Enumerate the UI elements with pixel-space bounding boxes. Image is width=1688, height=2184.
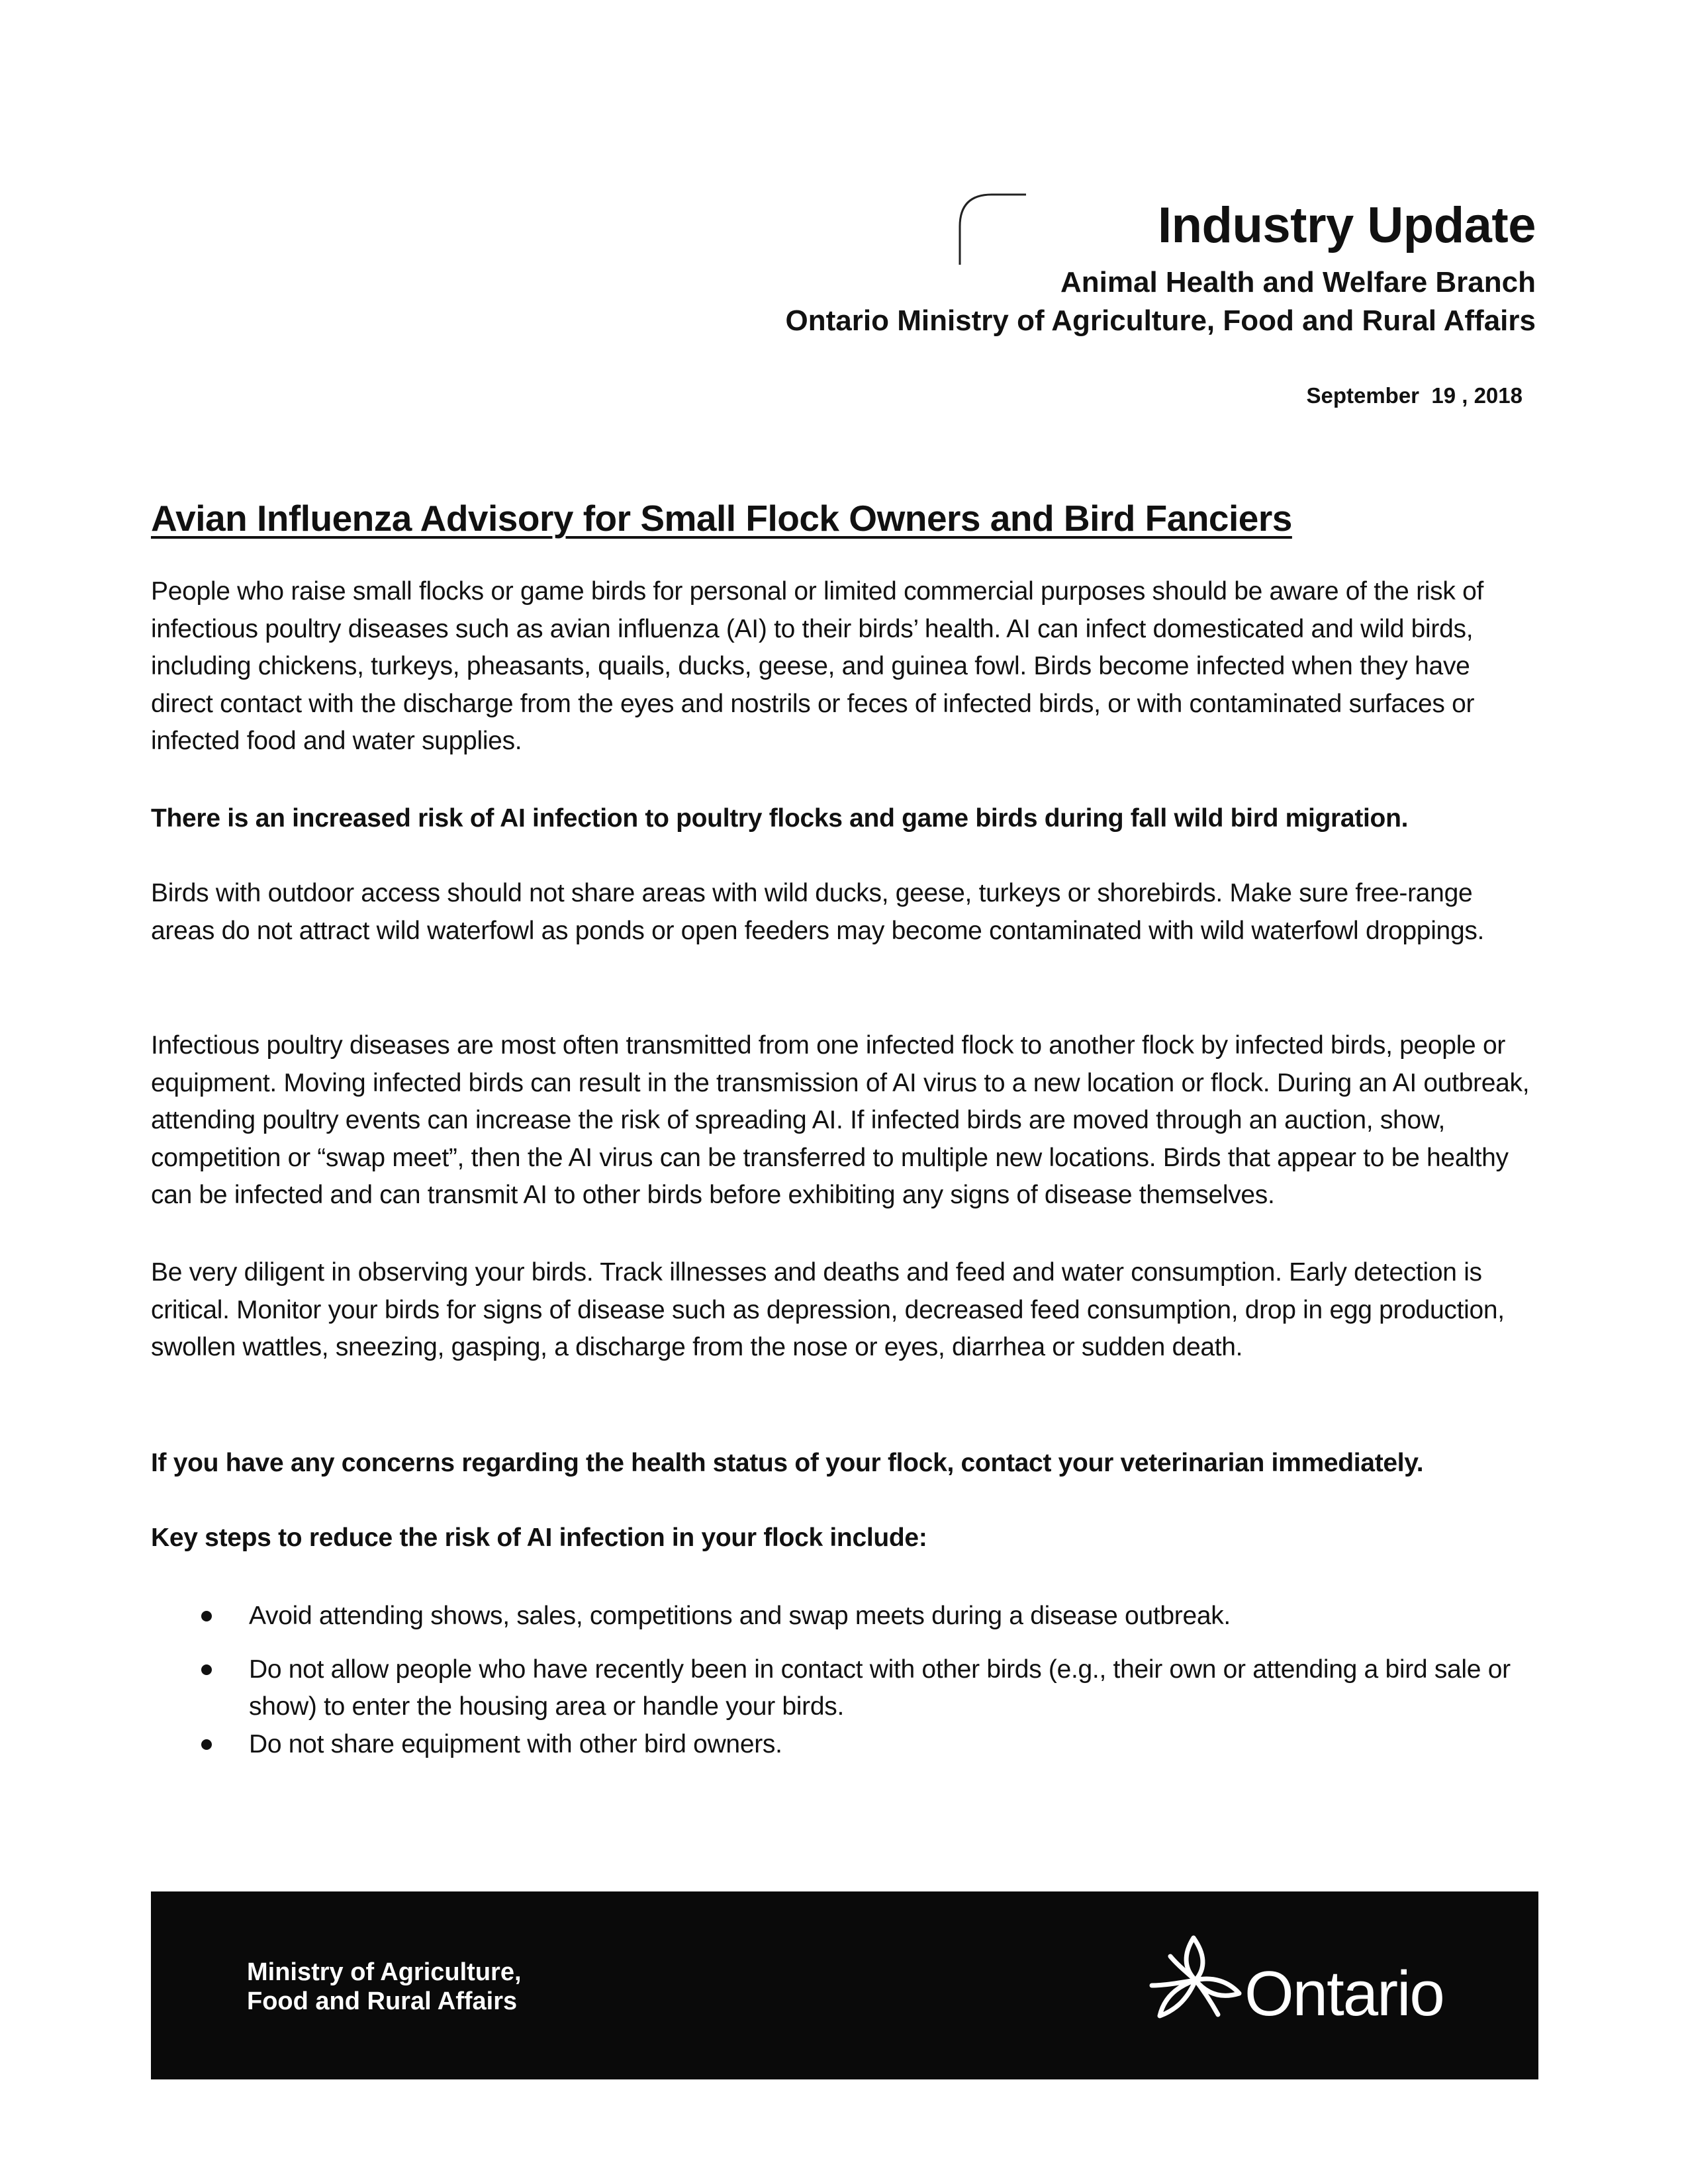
paragraph-contact-vet: If you have any concerns regarding the health status of your flock, contact your veterinarian immediately. bbox=[151, 1449, 1424, 1477]
trillium-logo-icon bbox=[1144, 1930, 1243, 2029]
document-title: Avian Influenza Advisory for Small Flock Owners and Bird Fanciers bbox=[151, 498, 1292, 539]
footer-ontario-wordmark: Ontario bbox=[1244, 1958, 1444, 2029]
list-item-text: Avoid attending shows, sales, competitions and swap meets during a disease outbreak. bbox=[249, 1602, 1231, 1630]
header-title: Industry Update bbox=[1158, 197, 1536, 253]
bullet-icon bbox=[201, 1739, 212, 1750]
paragraph-intro: People who raise small flocks or game birds for personal or limited commercial purposes should be aware of the risk of infectious poultry diseases such as avian influenza (AI) to their birds’ health. AI can infect domesticated and wild birds, including chickens, turkeys, pheasants, quails, ducks, geese, and guinea fowl. Birds become infected when they have direct contact with the discharge from the eyes and nostrils or feces of infected birds, or with contaminated surfaces or infected food and water supplies. bbox=[151, 577, 1484, 755]
ontario-logo bbox=[1144, 1930, 1462, 2042]
footer-ministry-line-1: Ministry of Agriculture, bbox=[247, 1958, 522, 1986]
paragraph-transmission: Infectious poultry diseases are most often transmitted from one infected flock to another flock by infected birds, people or equipment. Moving infected birds can result in the transmission of AI virus to a new location or flock. During an AI outbreak, attending poultry events can increase the risk of spreading AI. If infected birds are moved through an auction, show, competition or “swap meet”, then the AI virus can be transferred to multiple new locations. Birds that appear to be healthy can be infected and can transmit AI to other birds before exhibiting any signs of disease themselves. bbox=[151, 1031, 1530, 1209]
list-item-text: Do not share equipment with other bird owners. bbox=[249, 1729, 782, 1758]
list-item bbox=[151, 1598, 1538, 1635]
list-item bbox=[151, 1651, 1538, 1726]
paragraph-migration-risk: There is an increased risk of AI infection to poultry flocks and game birds during fall wild bird migration. bbox=[151, 804, 1409, 833]
header-date: September 19 , 2018 bbox=[1306, 383, 1523, 408]
footer-ministry-name bbox=[247, 1958, 522, 2016]
header-ministry: Ontario Ministry of Agriculture, Food and Rural Affairs bbox=[785, 304, 1536, 337]
key-steps-list bbox=[151, 1598, 1538, 1763]
footer-ministry-line-2: Food and Rural Affairs bbox=[247, 1987, 518, 2015]
paragraph-outdoor-access: Birds with outdoor access should not share areas with wild ducks, geese, turkeys or shorebirds. Make sure free-range areas do not attract wild waterfowl as ponds or open feeders may become contaminated with wild waterfowl droppings. bbox=[151, 879, 1485, 945]
bullet-icon bbox=[201, 1664, 212, 1675]
footer-banner bbox=[151, 1891, 1538, 2079]
paragraph-key-steps: Key steps to reduce the risk of AI infection in your flock include: bbox=[151, 1524, 927, 1552]
bullet-icon bbox=[201, 1611, 212, 1621]
list-item-text: Do not allow people who have recently been in contact with other birds (e.g., their own or attending a bird sale or show) to enter the housing area or handle your birds. bbox=[249, 1655, 1511, 1721]
list-item bbox=[151, 1726, 1538, 1764]
header-branch: Animal Health and Welfare Branch bbox=[1060, 266, 1536, 298]
paragraph-monitoring: Be very diligent in observing your birds. Track illnesses and deaths and feed and water consumption. Early detection is critical. Monitor your birds for signs of disease such as depression, decreased feed consumption, drop in egg production, swollen wattles, sneezing, gasping, a discharge from the nose or eyes, diarrhea or sudden death. bbox=[151, 1258, 1505, 1361]
header-corner-arc-icon bbox=[956, 187, 1029, 266]
